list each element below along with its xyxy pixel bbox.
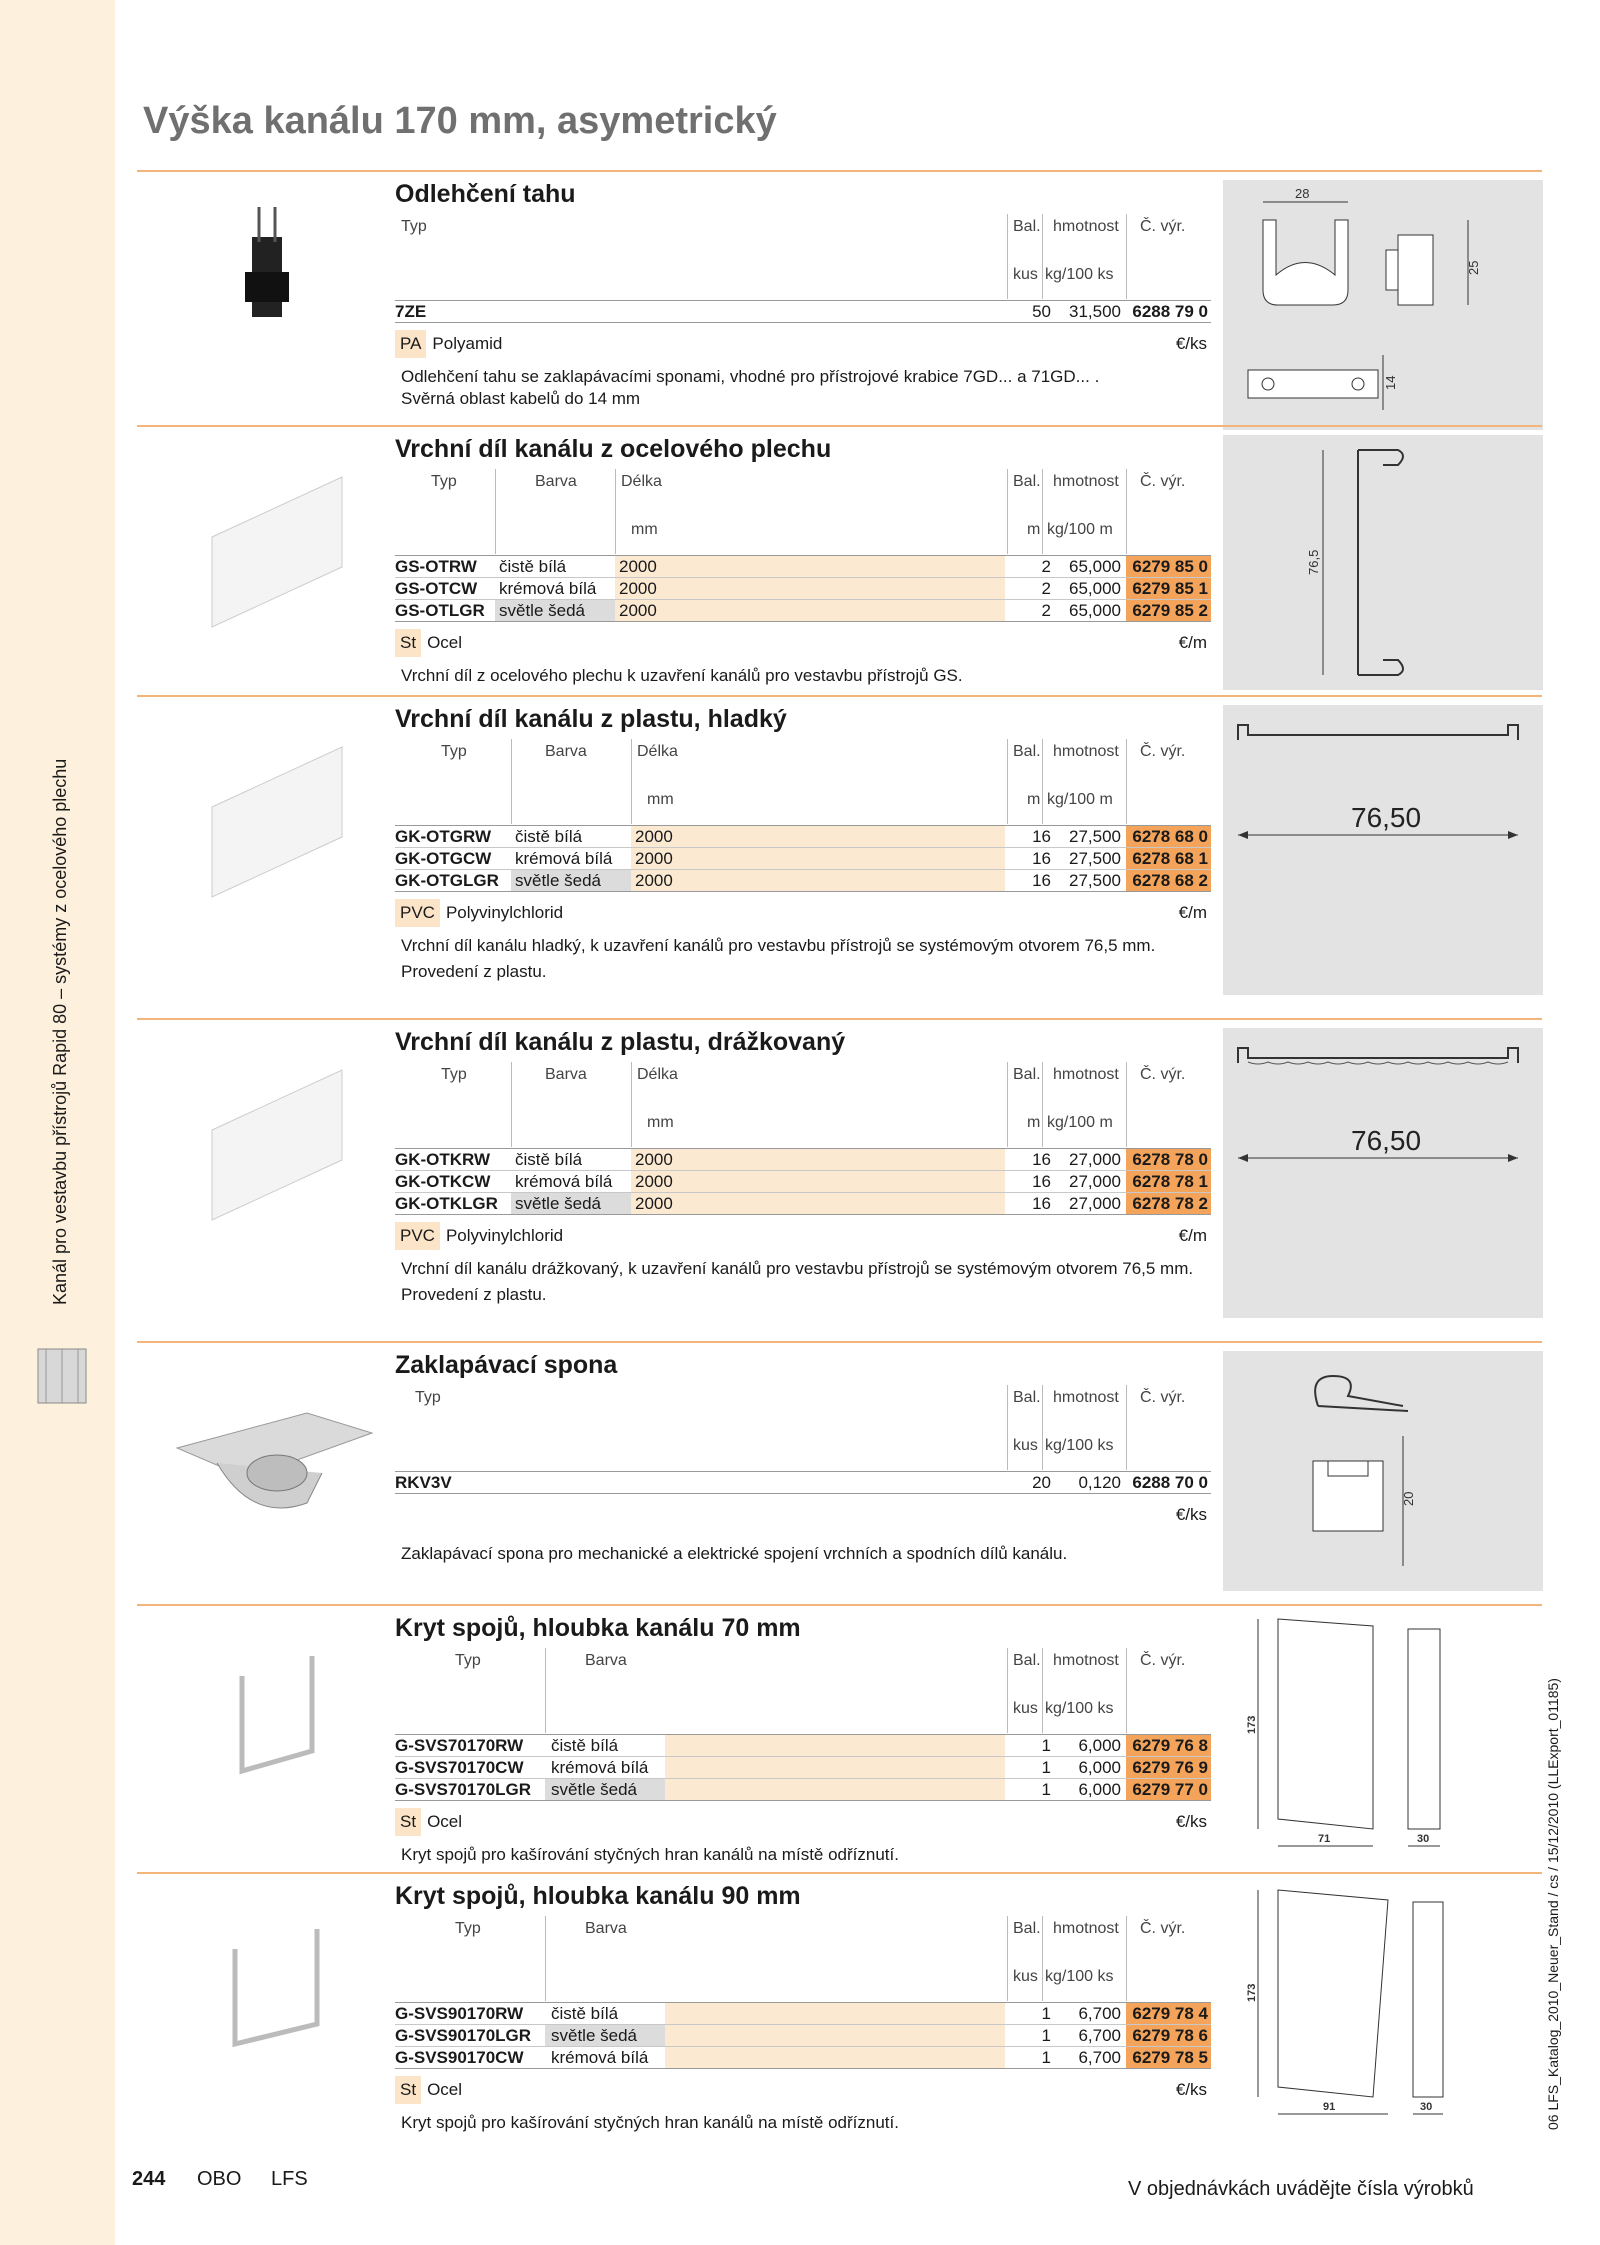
description (395, 366, 1201, 410)
header-weight: hmotnost (1053, 1652, 1119, 1669)
table-header (395, 214, 1211, 301)
header-pack: Bal. (1013, 1066, 1041, 1083)
cell-code: 6278 78 0 (1126, 1149, 1211, 1170)
cell-code: 6279 78 6 (1126, 2025, 1211, 2046)
dim-height: 173 (1246, 1715, 1258, 1734)
technical-drawing (1223, 180, 1543, 430)
cell-type: RKV3V (395, 1473, 452, 1492)
cell-color: světle šedá (515, 1194, 601, 1213)
cell-length: 2000 (619, 557, 657, 576)
brand-division: LFS (271, 2168, 308, 2190)
cell-length: 2000 (635, 849, 673, 868)
cell-pack: 1 (1041, 1780, 1051, 1799)
cell-pack: 16 (1032, 827, 1051, 846)
header-type: Typ (455, 1652, 481, 1669)
brand: OBO (197, 2168, 242, 2190)
product-photo (157, 1616, 377, 1846)
header-pack-unit: m (1027, 521, 1041, 538)
table-header (395, 1062, 1211, 1149)
header-weight: hmotnost (1053, 473, 1119, 490)
description-line: Svěrná oblast kabelů do 14 mm (401, 389, 641, 408)
header-pack: Bal. (1013, 1389, 1041, 1406)
cell-type: G-SVS90170RW (395, 2004, 524, 2023)
header-weight: hmotnost (1053, 218, 1119, 235)
price-unit: €/m (1178, 1226, 1207, 1245)
cell-pack: 1 (1041, 2048, 1051, 2067)
description-line: Provedení z plastu. (401, 1285, 547, 1304)
header-length: Délka (637, 1066, 678, 1083)
cell-type: GK-OTKRW (395, 1150, 491, 1169)
cell-code: 6279 77 0 (1126, 1779, 1211, 1800)
material-tag: PVC (395, 1222, 440, 1250)
description (395, 1543, 1201, 1565)
cell-pack: 1 (1041, 2004, 1051, 2023)
technical-drawing (1223, 1882, 1543, 2137)
section-title: Kryt spojů, hloubka kanálu 90 mm (395, 1882, 801, 1910)
description-line: Kryt spojů pro kašírování styčných hran kanálů na místě odříznutí. (401, 1845, 899, 1864)
header-code: Č. výr. (1140, 1389, 1186, 1406)
side-running-title: Kanál pro vestavbu přístrojů Rapid 80 – systémy z ocelového plechu (50, 758, 70, 1305)
cell-weight: 6,700 (1078, 2026, 1121, 2045)
cell-code: 6278 68 2 (1126, 870, 1211, 891)
header-pack-unit: m (1027, 791, 1041, 808)
cell-color: krémová bílá (515, 1172, 613, 1191)
cell-pack: 50 (1032, 302, 1051, 321)
cell-pack: 2 (1041, 579, 1051, 598)
cell-color: čistě bílá (515, 1150, 583, 1169)
cell-length: 2000 (619, 579, 657, 598)
product-block (395, 1343, 1211, 1565)
description-line: Zaklapávací spona pro mechanické a elektrické spojení vrchních a spodních dílů kanálu. (401, 1544, 1068, 1563)
description (395, 665, 1201, 687)
section-title: Kryt spojů, hloubka kanálu 70 mm (395, 1614, 801, 1642)
material-tag: St (395, 1808, 421, 1836)
material-line (395, 1222, 1211, 1250)
description (395, 2112, 1201, 2134)
cell-type: GK-OTKCW (395, 1172, 491, 1191)
description-line: Kryt spojů pro kašírování styčných hran kanálů na místě odříznutí. (401, 2113, 899, 2132)
section-snap-clip (137, 1341, 1542, 1603)
header-type: Typ (455, 1920, 481, 1937)
product-photo (157, 1030, 377, 1260)
description-line: Vrchní díl kanálu drážkovaný, k uzavření kanálů pro vestavbu přístrojů se systémovým otvorem 76,5 mm. (401, 1259, 1194, 1278)
cell-length: 2000 (635, 1172, 673, 1191)
table-body (395, 301, 1211, 323)
table-row (395, 1778, 1211, 1800)
header-weight-unit: kg/100 ks (1045, 1700, 1114, 1717)
product-photo (157, 437, 377, 667)
material-line (395, 1808, 1211, 1836)
table-row (395, 1735, 1211, 1756)
cell-type: GK-OTGCW (395, 849, 492, 868)
cell-length: 2000 (635, 827, 673, 846)
price-unit: €/m (1178, 903, 1207, 922)
cell-code: 6279 85 2 (1126, 600, 1211, 621)
cell-pack: 16 (1032, 1194, 1051, 1213)
header-code: Č. výr. (1140, 1652, 1186, 1669)
dim-depth: 91 (1323, 2101, 1336, 2113)
material-line (395, 899, 1211, 927)
cell-code: 6288 79 0 (1132, 302, 1208, 321)
material: Ocel (427, 1812, 463, 1831)
technical-drawing (1223, 1028, 1543, 1318)
cell-type: G-SVS70170LGR (395, 1780, 532, 1799)
section-title: Vrchní díl kanálu z ocelového plechu (395, 435, 832, 463)
table-header (395, 1385, 1211, 1472)
cell-pack: 20 (1032, 1473, 1051, 1492)
material: Polyvinylchlorid (445, 1226, 564, 1245)
material-tag: PA (395, 330, 426, 358)
cell-pack: 16 (1032, 1172, 1051, 1191)
header-weight-unit: kg/100 ks (1045, 1437, 1114, 1454)
cell-weight: 27,500 (1069, 849, 1121, 868)
header-pack: Bal. (1013, 218, 1041, 235)
header-pack-unit: kus (1013, 266, 1038, 283)
cell-weight: 0,120 (1078, 1473, 1121, 1492)
cell-color: krémová bílá (499, 579, 597, 598)
price-unit: €/ks (1175, 1505, 1207, 1524)
cell-type: G-SVS90170CW (395, 2048, 524, 2067)
table-row (395, 1149, 1211, 1170)
table-body (395, 826, 1211, 892)
dim-height: 25 (1466, 260, 1481, 275)
section-steel-top (137, 425, 1542, 692)
header-weight: hmotnost (1053, 1920, 1119, 1937)
section-title: Vrchní díl kanálu z plastu, hladký (395, 705, 787, 733)
order-note: V objednávkách uvádějte čísla výrobků (1128, 2178, 1474, 2200)
cell-code: 6279 78 5 (1126, 2047, 1211, 2068)
cell-code: 6278 68 0 (1126, 826, 1211, 847)
material-tag: St (395, 629, 421, 657)
cell-color: krémová bílá (551, 1758, 649, 1777)
material: Polyamid (432, 334, 503, 353)
product-photo (157, 707, 377, 937)
table-body (395, 2003, 1211, 2069)
cell-pack: 2 (1041, 557, 1051, 576)
table-row (395, 869, 1211, 891)
material-tag: St (395, 2076, 421, 2104)
technical-drawing (1223, 1351, 1543, 1591)
header-color: Barva (585, 1652, 627, 1669)
section-plastic-grooved (137, 1018, 1542, 1340)
header-type: Typ (431, 473, 457, 490)
cell-color: světle šedá (551, 2026, 637, 2045)
page-title: Výška kanálu 170 mm, asymetrický (143, 100, 777, 142)
cell-code: 6278 68 1 (1126, 848, 1211, 869)
dim-height: 173 (1246, 1983, 1258, 2002)
table-row (395, 599, 1211, 621)
cell-length: 2000 (635, 871, 673, 890)
cell-type: GK-OTGRW (395, 827, 492, 846)
cell-length: 2000 (635, 1194, 673, 1213)
cell-type: G-SVS70170RW (395, 1736, 524, 1755)
cell-color: čistě bílá (551, 2004, 619, 2023)
table-row (395, 301, 1211, 322)
description-line: Vrchní díl kanálu hladký, k uzavření kanálů pro vestavbu přístrojů se systémovým otvorem 76,5 mm. (401, 936, 1156, 955)
header-weight-unit: kg/100 m (1047, 791, 1113, 808)
table-row (395, 2046, 1211, 2068)
header-type: Typ (441, 743, 467, 760)
table-row (395, 2024, 1211, 2046)
section-title: Zaklapávací spona (395, 1351, 618, 1379)
technical-drawing (1223, 705, 1543, 995)
cell-type: GS-OTRW (395, 557, 477, 576)
header-pack-unit: kus (1013, 1968, 1038, 1985)
cell-type: GK-OTGLGR (395, 871, 499, 890)
material-tag: PVC (395, 899, 440, 927)
product-block (395, 1874, 1211, 2134)
table-header (395, 739, 1211, 826)
table-row (395, 847, 1211, 869)
header-pack-unit: kus (1013, 1437, 1038, 1454)
section-joint-cover-70 (137, 1604, 1542, 1871)
cell-code: 6278 78 2 (1126, 1193, 1211, 1214)
product-block (395, 697, 1211, 983)
cell-weight: 6,000 (1078, 1758, 1121, 1777)
cell-weight: 27,000 (1069, 1172, 1121, 1191)
cell-weight: 6,700 (1078, 2048, 1121, 2067)
header-pack-unit: m (1027, 1114, 1041, 1131)
header-weight-unit: kg/100 ks (1045, 266, 1114, 283)
product-photo (157, 182, 377, 412)
channel-icon (36, 1345, 88, 1407)
table-header (395, 1916, 1211, 2003)
material-line (395, 330, 1211, 358)
table-row (395, 1756, 1211, 1778)
cell-code: 6279 76 9 (1126, 1757, 1211, 1778)
cell-color: čistě bílá (551, 1736, 619, 1755)
cell-weight: 6,000 (1078, 1780, 1121, 1799)
cell-type: 7ZE (395, 302, 427, 321)
description-line: Provedení z plastu. (401, 962, 547, 981)
product-block (395, 427, 1211, 687)
cell-type: GK-OTKLGR (395, 1194, 498, 1213)
material: Ocel (427, 633, 463, 652)
cell-color: čistě bílá (515, 827, 583, 846)
dim-height: 20 (1401, 1491, 1416, 1506)
product-block (395, 1606, 1211, 1866)
material: Polyvinylchlorid (445, 903, 564, 922)
material-line (395, 629, 1211, 657)
table-row (395, 826, 1211, 847)
header-weight-unit: kg/100 ks (1045, 1968, 1114, 1985)
description (395, 1258, 1201, 1306)
cell-code: 6279 78 4 (1126, 2003, 1211, 2024)
section-plastic-smooth (137, 695, 1542, 1017)
table-row (395, 1472, 1211, 1493)
cell-weight: 6,700 (1078, 2004, 1121, 2023)
header-code: Č. výr. (1140, 473, 1186, 490)
cell-weight: 65,000 (1069, 557, 1121, 576)
header-length: Délka (621, 473, 662, 490)
header-code: Č. výr. (1140, 218, 1186, 235)
cell-weight: 65,000 (1069, 601, 1121, 620)
cell-code: 6279 76 8 (1126, 1735, 1211, 1756)
header-pack: Bal. (1013, 743, 1041, 760)
dim-depth: 71 (1318, 1833, 1331, 1845)
description (395, 1844, 1201, 1866)
dim-width: 28 (1295, 186, 1310, 201)
table-row (395, 556, 1211, 577)
cell-pack: 1 (1041, 2026, 1051, 2045)
cell-length: 2000 (635, 1150, 673, 1169)
table-body (395, 1149, 1211, 1215)
cell-color: světle šedá (515, 871, 601, 890)
header-pack: Bal. (1013, 1920, 1041, 1937)
cell-code: 6288 70 0 (1132, 1473, 1208, 1492)
table-body (395, 556, 1211, 622)
description-line: Odlehčení tahu se zaklapávacími sponami, vhodné pro přístrojové krabice 7GD... a 71GD... . (401, 367, 1100, 386)
cell-color: krémová bílá (551, 2048, 649, 2067)
table-header (395, 1648, 1211, 1735)
product-block (395, 172, 1211, 410)
table-body (395, 1735, 1211, 1801)
header-pack: Bal. (1013, 473, 1041, 490)
header-weight: hmotnost (1053, 1389, 1119, 1406)
header-color: Barva (585, 1920, 627, 1937)
header-color: Barva (545, 743, 587, 760)
cell-type: G-SVS70170CW (395, 1758, 524, 1777)
dim-width: 76,50 (1351, 802, 1422, 833)
cell-weight: 6,000 (1078, 1736, 1121, 1755)
section-title: Vrchní díl kanálu z plastu, drážkovaný (395, 1028, 846, 1056)
cell-color: krémová bílá (515, 849, 613, 868)
cell-pack: 1 (1041, 1758, 1051, 1777)
cell-weight: 27,000 (1069, 1150, 1121, 1169)
header-code: Č. výr. (1140, 743, 1186, 760)
header-pack-unit: kus (1013, 1700, 1038, 1717)
material-line (395, 1501, 1211, 1529)
cell-type: GS-OTCW (395, 579, 478, 598)
table-row (395, 1192, 1211, 1214)
cell-weight: 27,000 (1069, 1194, 1121, 1213)
cell-weight: 65,000 (1069, 579, 1121, 598)
catalog-reference: 06 LFS_Katalog_2010_Neuer_Stand / cs / 15/12/2010 (LLExport_01185) (1545, 1678, 1561, 2130)
header-type: Typ (415, 1389, 441, 1406)
product-photo (157, 1353, 377, 1583)
price-unit: €/ks (1175, 2080, 1207, 2099)
description-line: Vrchní díl z ocelového plechu k uzavření kanálů pro vestavbu přístrojů GS. (401, 666, 963, 685)
material-line (395, 2076, 1211, 2104)
table-row (395, 577, 1211, 599)
table-row (395, 2003, 1211, 2024)
header-color: Barva (545, 1066, 587, 1083)
cell-type: GS-OTLGR (395, 601, 485, 620)
cell-code: 6279 85 1 (1126, 578, 1211, 599)
table-row (395, 1170, 1211, 1192)
cell-color: čistě bílá (499, 557, 567, 576)
dim-width: 30 (1420, 2101, 1433, 2113)
section-joint-cover-90 (137, 1872, 1542, 2139)
header-type: Typ (401, 218, 427, 235)
page-number: 244 (132, 2168, 166, 2190)
header-length: Délka (637, 743, 678, 760)
section-title: Odlehčení tahu (395, 180, 576, 208)
dim-depth: 14 (1383, 375, 1398, 390)
cell-pack: 16 (1032, 871, 1051, 890)
product-photo (157, 1884, 377, 2114)
header-weight: hmotnost (1053, 1066, 1119, 1083)
cell-color: světle šedá (499, 601, 585, 620)
dim-height: 76,5 (1306, 549, 1321, 575)
cell-type: G-SVS90170LGR (395, 2026, 532, 2045)
cell-weight: 27,500 (1069, 827, 1121, 846)
product-block (395, 1020, 1211, 1306)
cell-length: 2000 (619, 601, 657, 620)
cell-color: světle šedá (551, 1780, 637, 1799)
cell-pack: 16 (1032, 849, 1051, 868)
cell-pack: 1 (1041, 1736, 1051, 1755)
header-color: Barva (535, 473, 577, 490)
price-unit: €/ks (1175, 334, 1207, 353)
header-code: Č. výr. (1140, 1066, 1186, 1083)
header-code: Č. výr. (1140, 1920, 1186, 1937)
table-header (395, 469, 1211, 556)
header-length-unit: mm (647, 791, 674, 808)
header-type: Typ (441, 1066, 467, 1083)
technical-drawing (1223, 435, 1543, 690)
cell-pack: 16 (1032, 1150, 1051, 1169)
dim-width: 30 (1417, 1833, 1430, 1845)
cell-weight: 27,500 (1069, 871, 1121, 890)
technical-drawing (1223, 1614, 1543, 1869)
material: Ocel (427, 2080, 463, 2099)
header-length-unit: mm (647, 1114, 674, 1131)
header-pack: Bal. (1013, 1652, 1041, 1669)
cell-code: 6279 85 0 (1126, 556, 1211, 577)
table-body (395, 1472, 1211, 1494)
header-weight-unit: kg/100 m (1047, 521, 1113, 538)
header-length-unit: mm (631, 521, 658, 538)
cell-pack: 2 (1041, 601, 1051, 620)
header-weight-unit: kg/100 m (1047, 1114, 1113, 1131)
price-unit: €/m (1178, 633, 1207, 652)
header-weight: hmotnost (1053, 743, 1119, 760)
cell-weight: 31,500 (1069, 302, 1121, 321)
price-unit: €/ks (1175, 1812, 1207, 1831)
dim-width: 76,50 (1351, 1125, 1422, 1156)
description (395, 935, 1201, 983)
section-strain-relief (137, 170, 1542, 422)
cell-code: 6278 78 1 (1126, 1171, 1211, 1192)
